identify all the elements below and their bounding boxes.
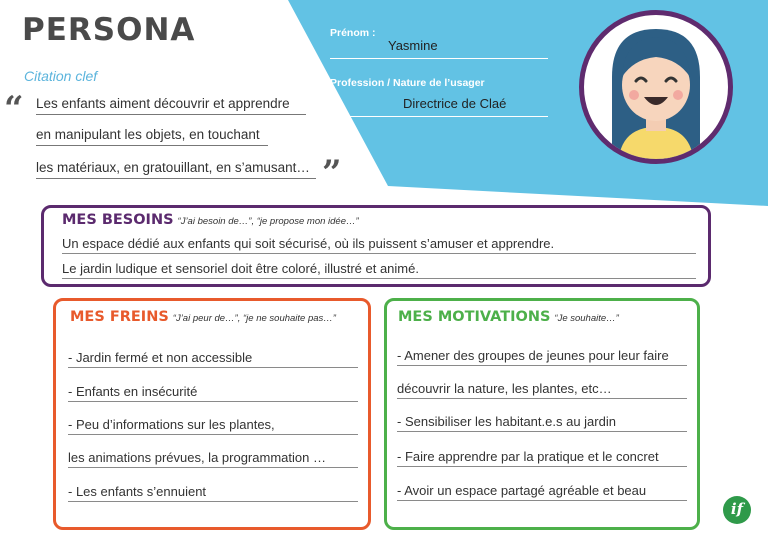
- page-title: PERSONA: [22, 12, 196, 48]
- freins-title: [70, 309, 336, 325]
- besoins-title-text: MES BESOINS: [62, 212, 174, 228]
- if-logo-icon: [723, 496, 751, 524]
- besoins-title: [62, 212, 359, 228]
- motivations-line-1: - Amener des groupes de jeunes pour leur faire: [397, 348, 687, 366]
- besoins-line-1: Un espace dédié aux enfants qui soit sécurisé, où ils puissent s’amuser et apprendre.: [62, 236, 696, 254]
- motivations-line-2: découvrir la nature, les plantes, etc…: [397, 381, 687, 399]
- motivations-line-4: - Faire apprendre par la pratique et le concret: [397, 449, 687, 467]
- prenom-label: Prénom :: [330, 27, 376, 39]
- besoins-line-2: Le jardin ludique et sensoriel doit être coloré, illustré et animé.: [62, 261, 696, 279]
- quote-line-1: Les enfants aiment découvrir et apprendre: [36, 96, 306, 115]
- motivations-line-5: - Avoir un espace partagé agréable et beau: [397, 483, 687, 501]
- citation-label: Citation clef: [24, 68, 98, 84]
- freins-line-1: - Jardin fermé et non accessible: [68, 350, 358, 368]
- freins-subtitle: “J’ai peur de…”, “je ne souhaite pas…”: [172, 313, 336, 324]
- motivations-line-3: - Sensibiliser les habitant.e.s au jardin: [397, 414, 687, 432]
- close-quote-icon: ”: [322, 153, 342, 193]
- prenom-value: Yasmine: [388, 38, 438, 53]
- smiling-girl-avatar-icon: [579, 10, 733, 164]
- freins-line-2: - Enfants en insécurité: [68, 384, 358, 402]
- freins-line-5: - Les enfants s’ennuient: [68, 484, 358, 502]
- motivations-title-text: MES MOTIVATIONS: [398, 309, 551, 325]
- profession-value: Directrice de Claé: [403, 96, 507, 111]
- logo-text: if: [730, 500, 744, 518]
- freins-title-text: MES FREINS: [70, 309, 169, 325]
- motivations-subtitle: “Je souhaite…”: [554, 313, 619, 324]
- quote-line-3: les matériaux, en gratouillant, en s’amusant…: [36, 160, 316, 179]
- open-quote-icon: “: [4, 89, 24, 129]
- prenom-underline: [330, 58, 548, 59]
- motivations-title: [398, 309, 619, 325]
- quote-line-2: en manipulant les objets, en touchant: [36, 127, 268, 146]
- besoins-subtitle: “J’ai besoin de…”, “je propose mon idée…”: [177, 216, 359, 227]
- freins-line-3: - Peu d’informations sur les plantes,: [68, 417, 358, 435]
- freins-line-4: les animations prévues, la programmation …: [68, 450, 358, 468]
- profession-underline: [340, 116, 548, 117]
- profession-label: Profession / Nature de l’usager: [330, 77, 485, 89]
